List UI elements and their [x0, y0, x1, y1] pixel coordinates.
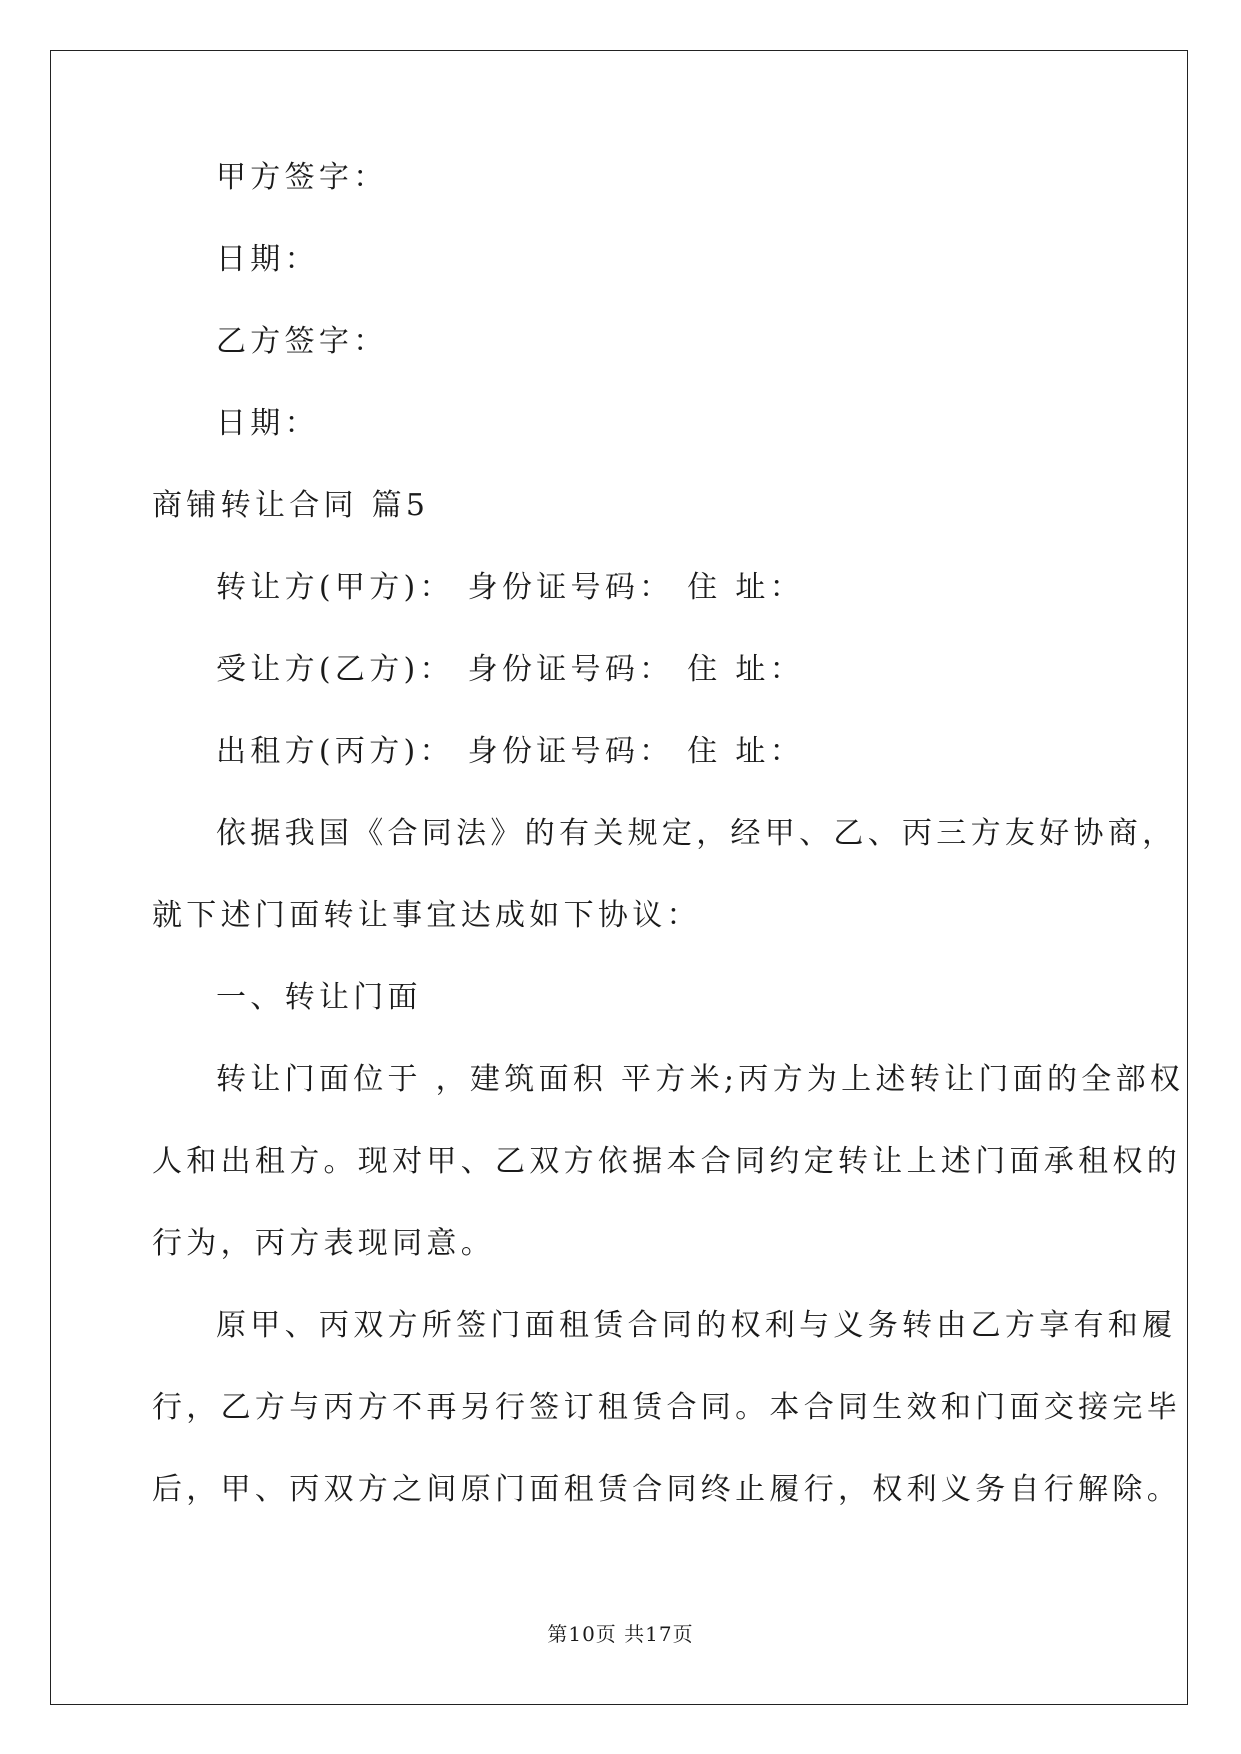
date-label-a: 日期： [216, 242, 319, 277]
clause-paragraph-2-line-3: 后，甲、丙双方之间原门面租赁合同终止履行，权利义务自行解除。 [152, 1472, 1181, 1507]
party-b-signature-label: 乙方签字： [216, 324, 388, 359]
date-label-b: 日期： [216, 406, 319, 441]
paragraph-intro-line-1: 依据我国《合同法》的有关规定，经甲、乙、丙三方友好协商， [216, 816, 1177, 851]
party-a-signature-label: 甲方签字： [216, 160, 388, 195]
transferor-line: 转让方(甲方)： 身份证号码： 住 址： [216, 570, 805, 605]
transferee-line: 受让方(乙方)： 身份证号码： 住 址： [216, 652, 805, 687]
section-title: 商铺转让合同 篇5 [152, 488, 430, 523]
clause-paragraph-1-line-3: 行为，丙方表现同意。 [152, 1226, 495, 1261]
clause-heading: 一、转让门面 [216, 980, 422, 1015]
clause-paragraph-1-line-1: 转让门面位于 ，建筑面积 平方米;丙方为上述转让门面的全部权 [216, 1062, 1185, 1097]
page-number-footer: 第10页 共17页 [547, 1622, 694, 1646]
clause-paragraph-1-line-2: 人和出租方。现对甲、乙双方依据本合同约定转让上述门面承租权的 [152, 1144, 1181, 1179]
clause-paragraph-2-line-2: 行，乙方与丙方不再另行签订租赁合同。本合同生效和门面交接完毕 [152, 1390, 1181, 1425]
clause-paragraph-2-line-1: 原甲、丙双方所签门面租赁合同的权利与义务转由乙方享有和履 [216, 1308, 1177, 1343]
paragraph-intro-line-2: 就下述门面转让事宜达成如下协议： [152, 898, 701, 933]
page-border [50, 50, 1188, 1705]
lessor-line: 出租方(丙方)： 身份证号码： 住 址： [216, 734, 805, 769]
